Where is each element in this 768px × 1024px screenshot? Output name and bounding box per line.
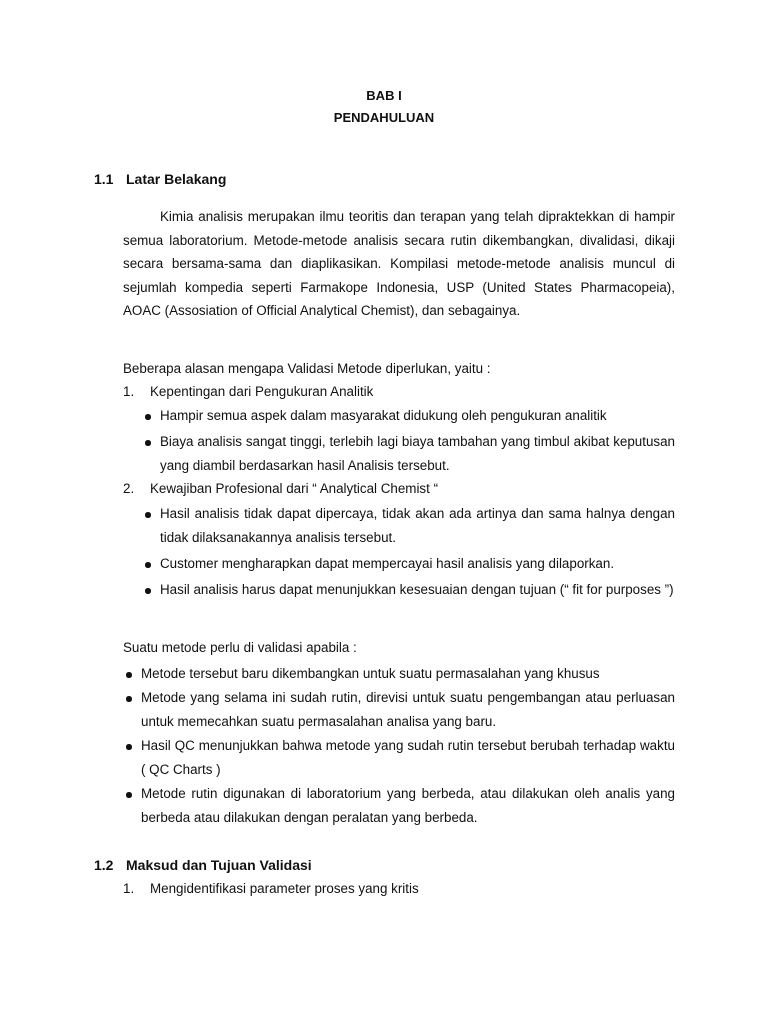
list-item: Hampir semua aspek dalam masyarakat didukung oleh pengukuran analitik (160, 404, 675, 428)
list-item: Hasil analisis tidak dapat dipercaya, tidak akan ada artinya dan sama halnya dengan tidak dilaksanakannya analisis tersebut. (160, 502, 675, 550)
reason-2-bullets (160, 502, 675, 604)
chapter-label: BAB I (366, 88, 402, 103)
section-number: 1.2 (94, 857, 114, 873)
reason-item-2 (123, 481, 438, 496)
section-heading-1-2 (94, 857, 312, 873)
item-title: Kepentingan dari Pengukuran Analitik (150, 384, 374, 399)
section-number: 1.1 (94, 171, 114, 187)
chapter-title: PENDAHULUAN (333, 110, 435, 125)
reasons-intro: Beberapa alasan mengapa Validasi Metode diperlukan, yaitu : (123, 361, 491, 376)
list-item: Metode yang selama ini sudah rutin, direvisi untuk suatu pengembangan atau perluasan untuk memecahkan suatu permasalahan analisa yang baru. (141, 686, 675, 734)
list-item: Metode tersebut baru dikembangkan untuk suatu permasalahan yang khusus (141, 662, 675, 686)
validation-bullets (141, 662, 675, 830)
section-heading-1-1 (94, 171, 226, 187)
reason-1-bullets (160, 404, 675, 480)
item-title: Kewajiban Profesional dari “ Analytical Chemist “ (150, 481, 439, 496)
list-item: Hasil QC menunjukkan bahwa metode yang sudah rutin tersebut berubah terhadap waktu ( QC Charts ) (141, 734, 675, 782)
list-item: Biaya analisis sangat tinggi, terlebih lagi biaya tambahan yang timbul akibat keputusan yang diambil berdasarkan hasil Analisis tersebut. (160, 430, 675, 478)
validation-intro: Suatu metode perlu di validasi apabila : (123, 640, 357, 655)
item-text: Mengidentifikasi parameter proses yang kritis (150, 881, 419, 896)
reason-item-1 (123, 384, 373, 399)
purpose-item-1 (123, 881, 419, 896)
item-number: 1. (123, 384, 135, 399)
item-number: 1. (123, 881, 135, 896)
list-item: Hasil analisis harus dapat menunjukkan kesesuaian dengan tujuan (“ fit for purposes ”) (160, 578, 675, 602)
list-item: Customer mengharapkan dapat mempercayai hasil analisis yang dilaporkan. (160, 552, 675, 576)
section-title: Maksud dan Tujuan Validasi (126, 857, 312, 873)
section-title: Latar Belakang (126, 171, 227, 187)
item-number: 2. (123, 481, 135, 496)
list-item: Metode rutin digunakan di laboratorium yang berbeda, atau dilakukan oleh analis yang berbeda atau dilakukan dengan peralatan yang berbeda. (141, 782, 675, 830)
background-paragraph: Kimia analisis merupakan ilmu teoritis dan terapan yang telah dipraktekkan di hampir semua laboratorium. Metode-metode analisis secara rutin dikembangkan, divalidasi, dikaji secara bersama-sama dan diaplikasikan. Kompilasi metode-metode analisis muncul di sejumlah kompedia seperti Farmakope Indonesia, USP (United States Pharmacopeia), AOAC (Assosiation of Official Analytical Chemist), dan sebagainya. (123, 209, 675, 318)
